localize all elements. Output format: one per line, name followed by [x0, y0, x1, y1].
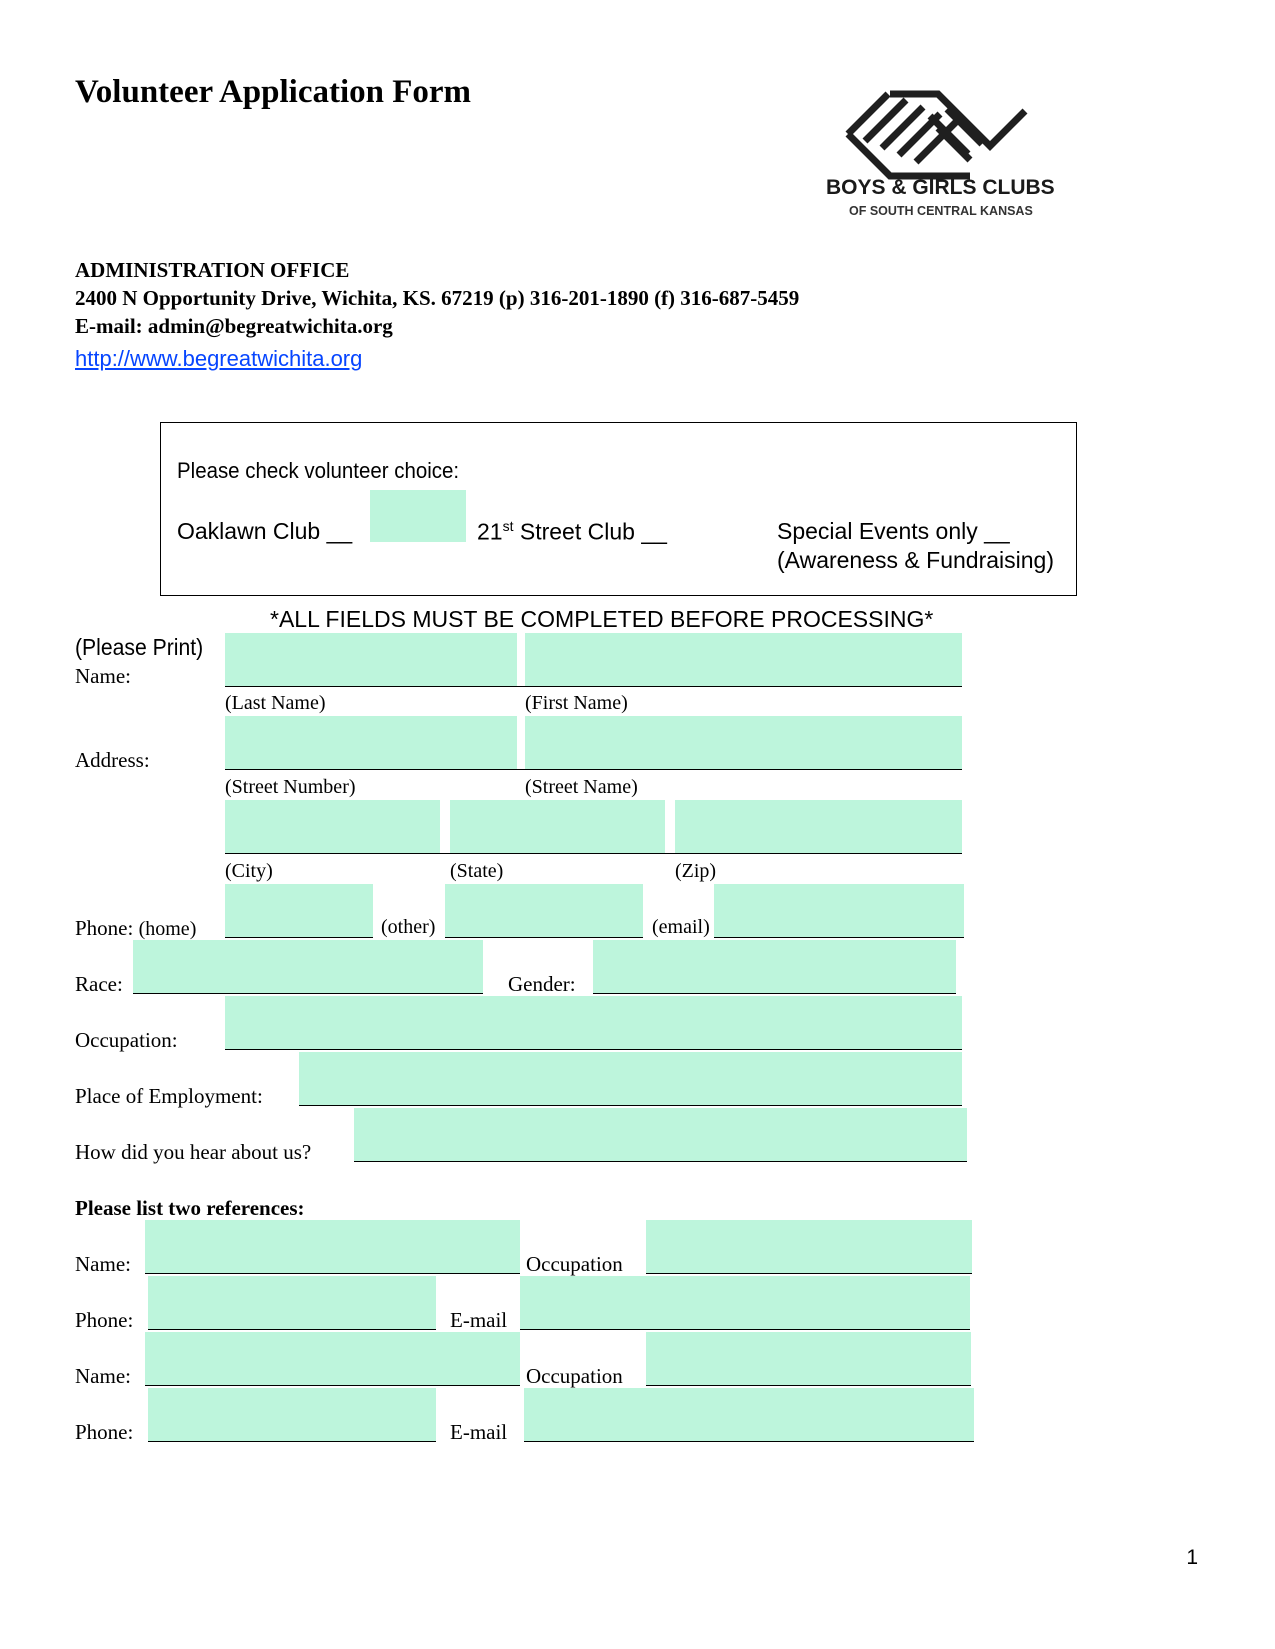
city-caption: (City) — [225, 860, 273, 882]
reference1-occupation-label: Occupation — [526, 1252, 623, 1276]
reference1-phone-label: Phone: — [75, 1308, 134, 1332]
name-label: Name: — [75, 664, 131, 688]
reference1-occupation-field[interactable] — [646, 1220, 972, 1274]
reference1-name-field[interactable] — [145, 1220, 520, 1274]
reference2-name-label: Name: — [75, 1364, 131, 1388]
last-name-field[interactable] — [225, 633, 517, 687]
please-print-label: (Please Print) — [75, 634, 204, 660]
reference1-phone-field[interactable] — [148, 1276, 436, 1330]
logo-subtitle: OF SOUTH CENTRAL KANSAS — [849, 204, 1033, 218]
zip-field[interactable] — [675, 800, 962, 854]
reference1-email-label: E-mail — [450, 1308, 508, 1332]
hear-about-field[interactable] — [354, 1108, 967, 1162]
reference2-occupation-label: Occupation — [526, 1364, 623, 1388]
phone-label-text: Phone: — [75, 916, 139, 940]
home-phone-field[interactable] — [225, 884, 373, 938]
divider — [663, 853, 677, 854]
other-caption: (other) — [381, 916, 436, 938]
page-title: Volunteer Application Form — [75, 74, 472, 110]
office-email: E-mail: admin@begreatwichita.org — [75, 314, 393, 338]
reference2-occupation-field[interactable] — [646, 1332, 971, 1386]
divider — [438, 853, 452, 854]
occupation-field[interactable] — [225, 996, 962, 1050]
special-events-option[interactable]: Special Events only __ — [777, 518, 1010, 544]
office-heading: ADMINISTRATION OFFICE — [75, 258, 350, 282]
reference2-name-field[interactable] — [145, 1332, 520, 1386]
phone-label — [75, 916, 196, 941]
street-sup: st — [502, 518, 514, 534]
race-label: Race: — [75, 972, 123, 996]
street-number-caption: (Street Number) — [225, 776, 356, 798]
divider — [515, 686, 527, 687]
state-caption: (State) — [450, 860, 504, 882]
special-events-note: (Awareness & Fundraising) — [777, 547, 1054, 573]
gender-label: Gender: — [508, 972, 576, 996]
street-number-field[interactable] — [225, 716, 517, 770]
home-caption: (home) — [138, 918, 197, 940]
21st-street-club-option[interactable] — [477, 518, 667, 546]
email-caption: (email) — [652, 916, 710, 938]
state-field[interactable] — [450, 800, 665, 854]
references-heading: Please list two references: — [75, 1196, 305, 1220]
race-field[interactable] — [133, 940, 483, 994]
gender-field[interactable] — [593, 940, 956, 994]
street-prefix: 21 — [477, 518, 503, 545]
hear-about-label: How did you hear about us? — [75, 1140, 312, 1164]
street-suffix: Street Club __ — [513, 518, 667, 545]
reference2-phone-field[interactable] — [148, 1388, 436, 1442]
street-name-caption: (Street Name) — [525, 776, 638, 798]
first-name-field[interactable] — [525, 633, 962, 687]
page-number: 1 — [1186, 1546, 1198, 1569]
website-link[interactable]: http://www.begreatwichita.org — [75, 346, 363, 371]
zip-caption: (Zip) — [675, 860, 717, 882]
office-address: 2400 N Opportunity Drive, Wichita, KS. 67219 (p) 316-201-1890 (f) 316-687-5459 — [75, 286, 800, 310]
city-field[interactable] — [225, 800, 440, 854]
employment-field[interactable] — [299, 1052, 962, 1106]
logo-title: BOYS & GIRLS CLUBS — [826, 176, 1055, 199]
required-notice: *ALL FIELDS MUST BE COMPLETED BEFORE PROCESSING* — [270, 606, 934, 632]
reference2-email-field[interactable] — [524, 1388, 974, 1442]
employment-label: Place of Employment: — [75, 1084, 263, 1108]
reference2-email-label: E-mail — [450, 1420, 508, 1444]
last-name-caption: (Last Name) — [225, 692, 326, 714]
reference1-email-field[interactable] — [520, 1276, 970, 1330]
street-name-field[interactable] — [525, 716, 962, 770]
reference2-phone-label: Phone: — [75, 1420, 134, 1444]
email-field[interactable] — [714, 884, 964, 938]
reference1-name-label: Name: — [75, 1252, 131, 1276]
oaklawn-club-option[interactable]: Oaklawn Club __ — [177, 518, 353, 544]
other-phone-field[interactable] — [445, 884, 643, 938]
first-name-caption: (First Name) — [525, 692, 628, 714]
divider — [515, 769, 527, 770]
address-label: Address: — [75, 748, 150, 772]
choice-input-field[interactable] — [370, 490, 466, 542]
choice-prompt: Please check volunteer choice: — [177, 458, 460, 483]
occupation-label: Occupation: — [75, 1028, 178, 1052]
